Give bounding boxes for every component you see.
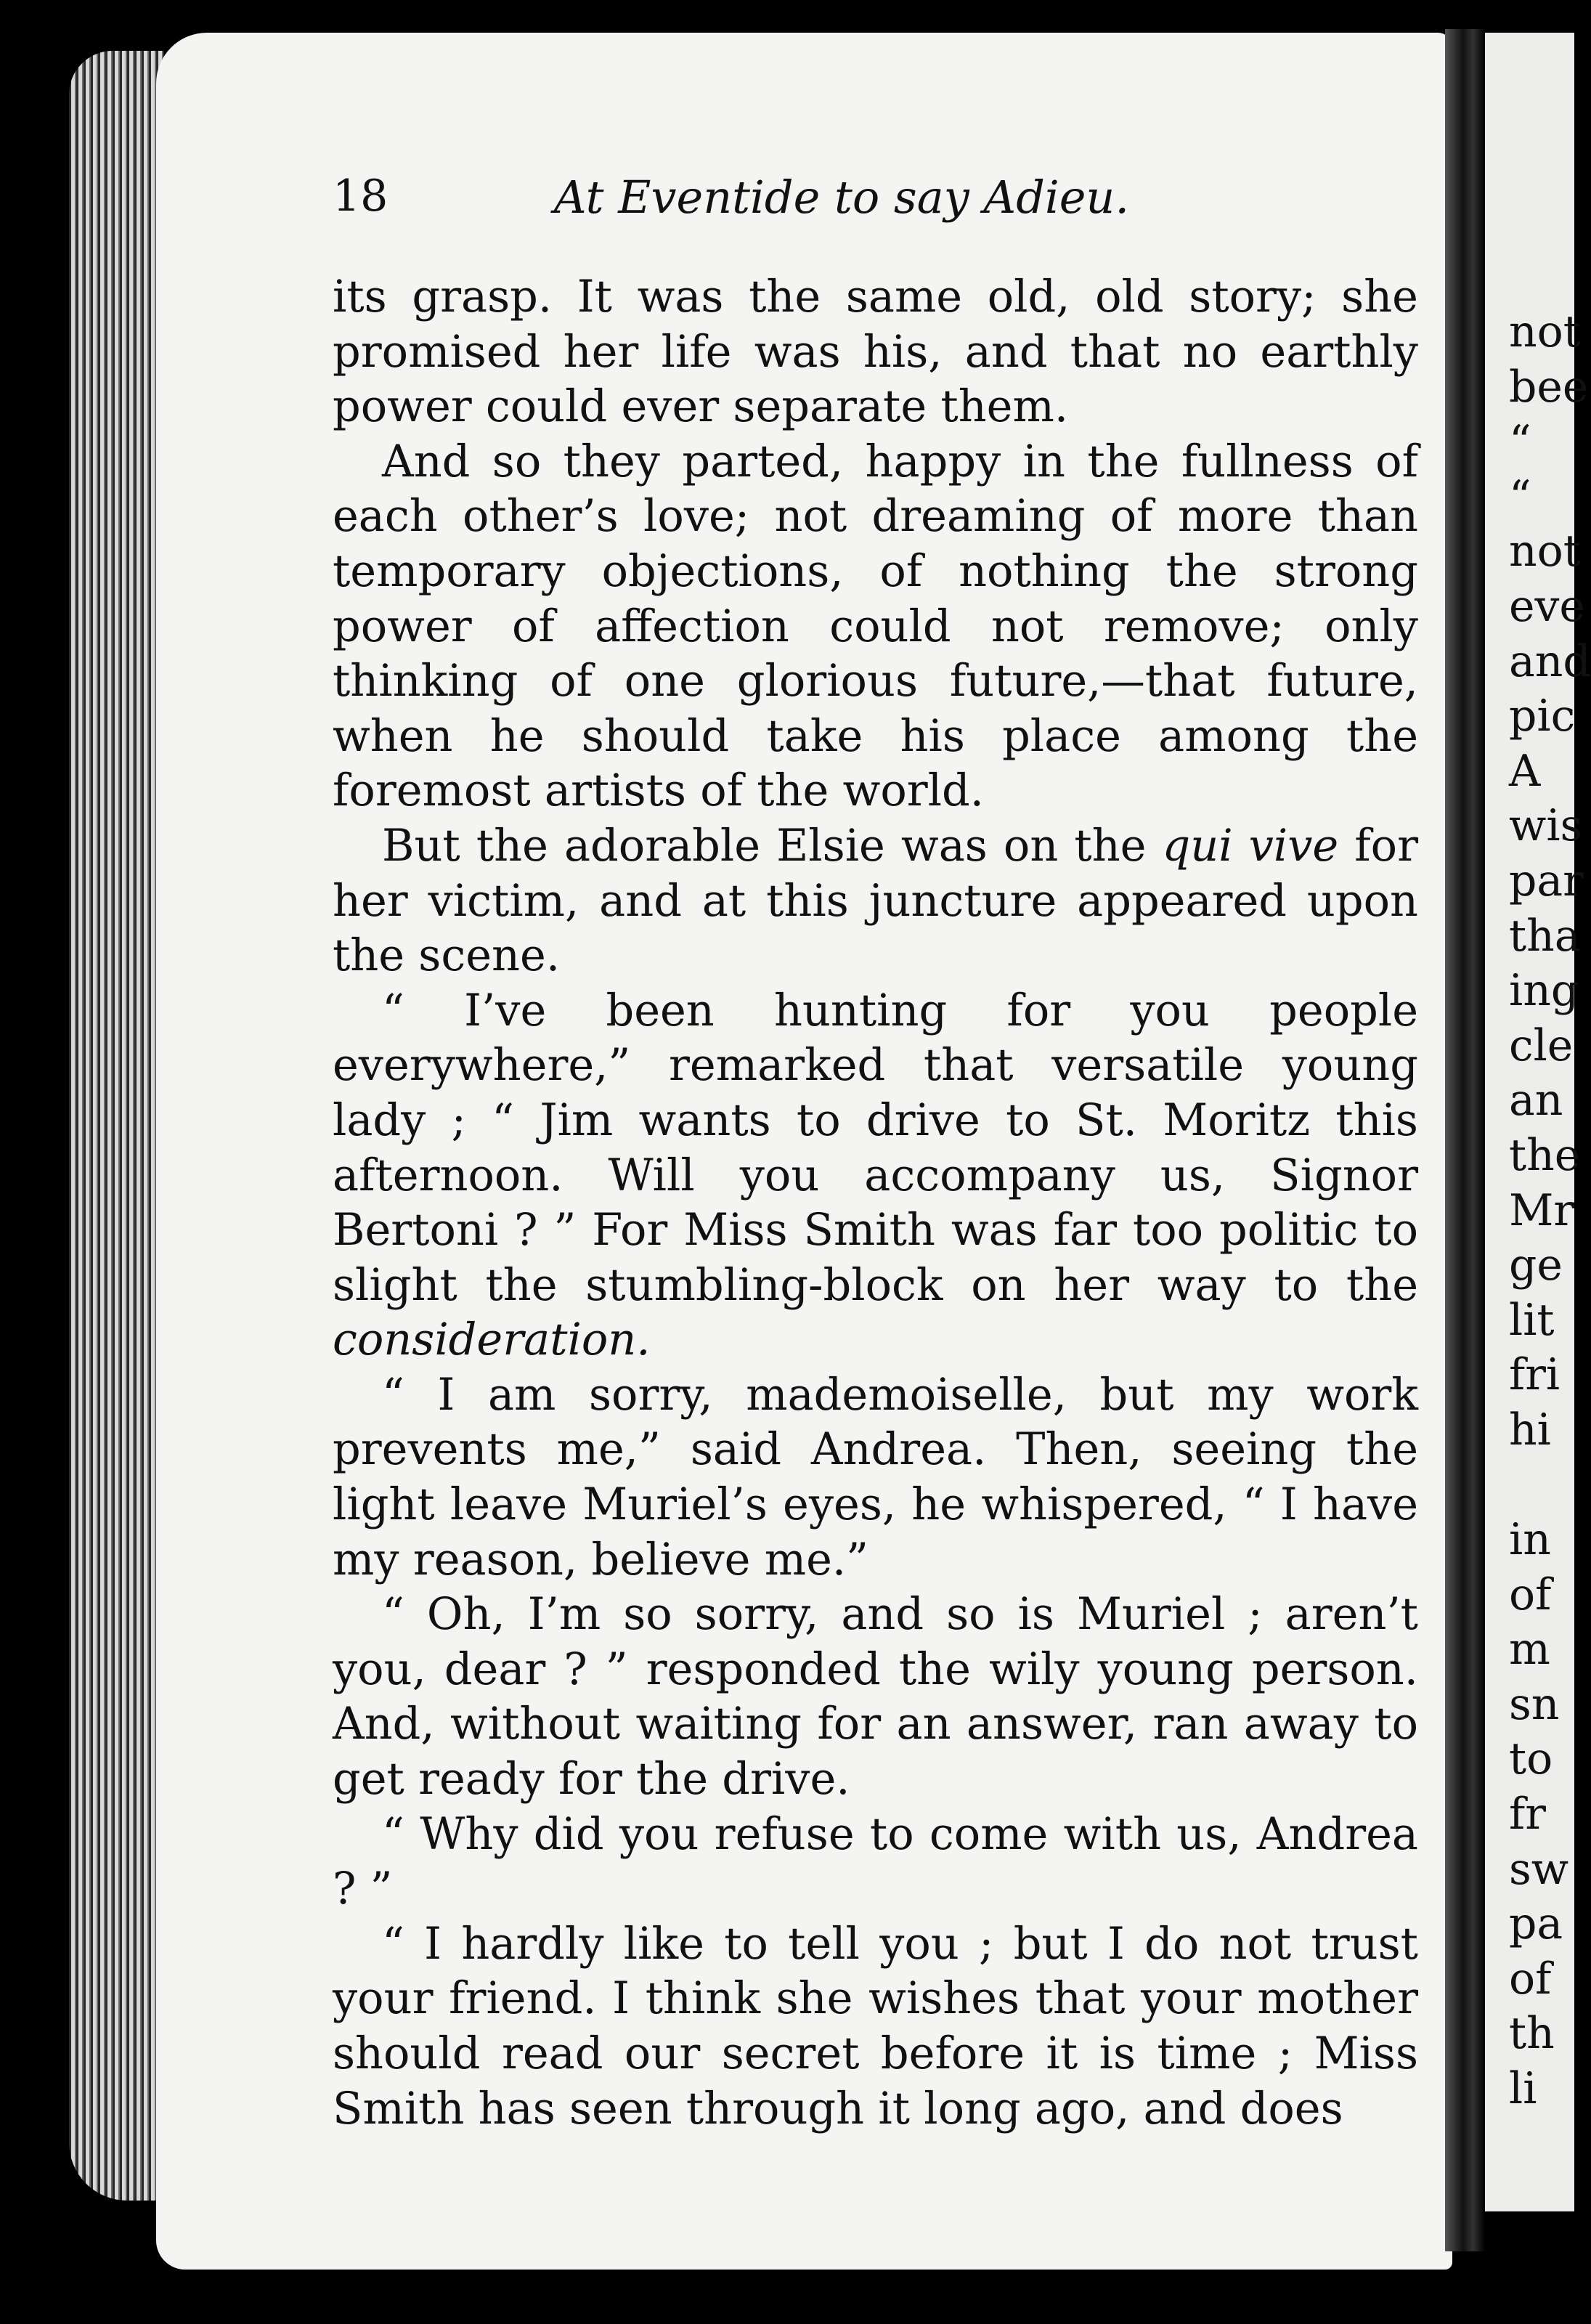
facing-page-fragment: fri [1509, 1349, 1561, 1401]
text-run: “ I’ve been hunting for you people everywhere,” remarked that versatile young lady ; “ Jim wants to drive to St. Moritz this afternoon. Will you accompany us, Signor Bertoni ? ” For Miss Smith was far too politic to slight the stumbling-block on her way to the [333, 985, 1418, 1311]
paragraph [333, 435, 1418, 819]
paragraph [333, 270, 1418, 435]
facing-page-fragment: par [1509, 855, 1584, 906]
facing-page-fragment: fr [1509, 1789, 1546, 1840]
italic-text: consideration. [333, 1315, 651, 1366]
facing-page-fragment: Mr [1509, 1185, 1575, 1236]
facing-page-fragment: ge [1509, 1240, 1563, 1291]
text-run: “ I hardly like to tell you ; but I do not trust your friend. I think she wishes that your mother should read our secret before it is time ; Miss Smith has seen through it long ago, and does [333, 1918, 1418, 2134]
facing-page-fragment: sw [1509, 1843, 1569, 1895]
book-gutter [1445, 29, 1485, 2251]
text-run: “ I am sorry, mademoiselle, but my work prevents me,” said Andrea. Then, seeing the light leave Muriel’s eyes, he whispered, “ I have my reason, believe me.” [333, 1369, 1418, 1585]
paragraph [333, 1368, 1418, 1588]
facing-page-fragment: to [1509, 1734, 1553, 1785]
facing-page-fragment: bee [1509, 361, 1589, 413]
facing-page-fragment: lit [1509, 1294, 1555, 1346]
text-run: But the adorable Elsie was on the [382, 820, 1163, 871]
facing-page-fragment [1509, 1458, 1574, 1513]
facing-page-fragment: an [1509, 1075, 1563, 1126]
text-run: “ Oh, I’m so sorry, and so is Muriel ; aren’t you, dear ? ” responded the wily young person. And, without waiting for an answer, ran away to get ready for the drive. [333, 1589, 1418, 1805]
facing-page-fragment: pa [1509, 1898, 1563, 1950]
facing-page-fragment: th [1509, 2008, 1555, 2060]
paragraph [333, 1917, 1418, 2137]
italic-text: qui vive [1162, 820, 1339, 871]
facing-page-fragment: sn [1509, 1678, 1560, 1730]
facing-page-fragment: A [1509, 745, 1541, 797]
facing-page-fragment: pic [1509, 691, 1576, 742]
facing-page-fragment: not [1509, 526, 1581, 577]
paragraph [333, 1808, 1418, 1917]
text-run: And so they parted, happy in the fullness of each other’s love; not dreaming of more than temporary objections, of nothing the strong power of affection could not remove; only thinking of one glorious future,—that future, when he should take his place among the foremost artists of the world. [333, 436, 1418, 817]
facing-page-fragment: wis [1509, 800, 1583, 852]
facing-page-text [1509, 305, 1591, 2117]
facing-page-fragment: li [1509, 2063, 1537, 2114]
facing-page-fragment: cle [1509, 1020, 1574, 1071]
facing-page-fragment: and [1509, 635, 1591, 687]
paragraph [333, 819, 1418, 984]
facing-page-fragment: eve [1509, 580, 1585, 632]
facing-page-fragment: hi [1509, 1404, 1551, 1455]
running-title: At Eventide to say Adieu. [553, 171, 1130, 224]
facing-page-fragment: of [1509, 1569, 1552, 1620]
page-number: 18 [333, 171, 388, 222]
facing-page-fragment: m [1509, 1624, 1550, 1675]
text-run: “ Why did you refuse to come with us, Andrea ? ” [333, 1808, 1418, 1915]
facing-page-fragment: “ [1509, 416, 1531, 468]
page-header [0, 163, 1574, 236]
facing-page-fragment: in [1509, 1514, 1551, 1566]
facing-page-fragment: of [1509, 1953, 1552, 2004]
text-run: for her victim, and at this juncture appeared upon the scene. [333, 820, 1419, 982]
text-run: its grasp. It was the same old, old story; she promised her life was his, and that no earthly power could ever separate them. [333, 272, 1418, 433]
facing-page-fragment: tha [1509, 910, 1581, 962]
paragraph [333, 984, 1418, 1368]
page-edges [69, 51, 163, 2201]
facing-page-fragment: “ [1509, 471, 1531, 522]
paragraph [333, 1588, 1418, 1807]
facing-page-fragment: not [1509, 306, 1581, 357]
facing-page-fragment: ing [1509, 965, 1579, 1017]
facing-page-fragment: the [1509, 1129, 1581, 1181]
body-text [333, 270, 1418, 2137]
